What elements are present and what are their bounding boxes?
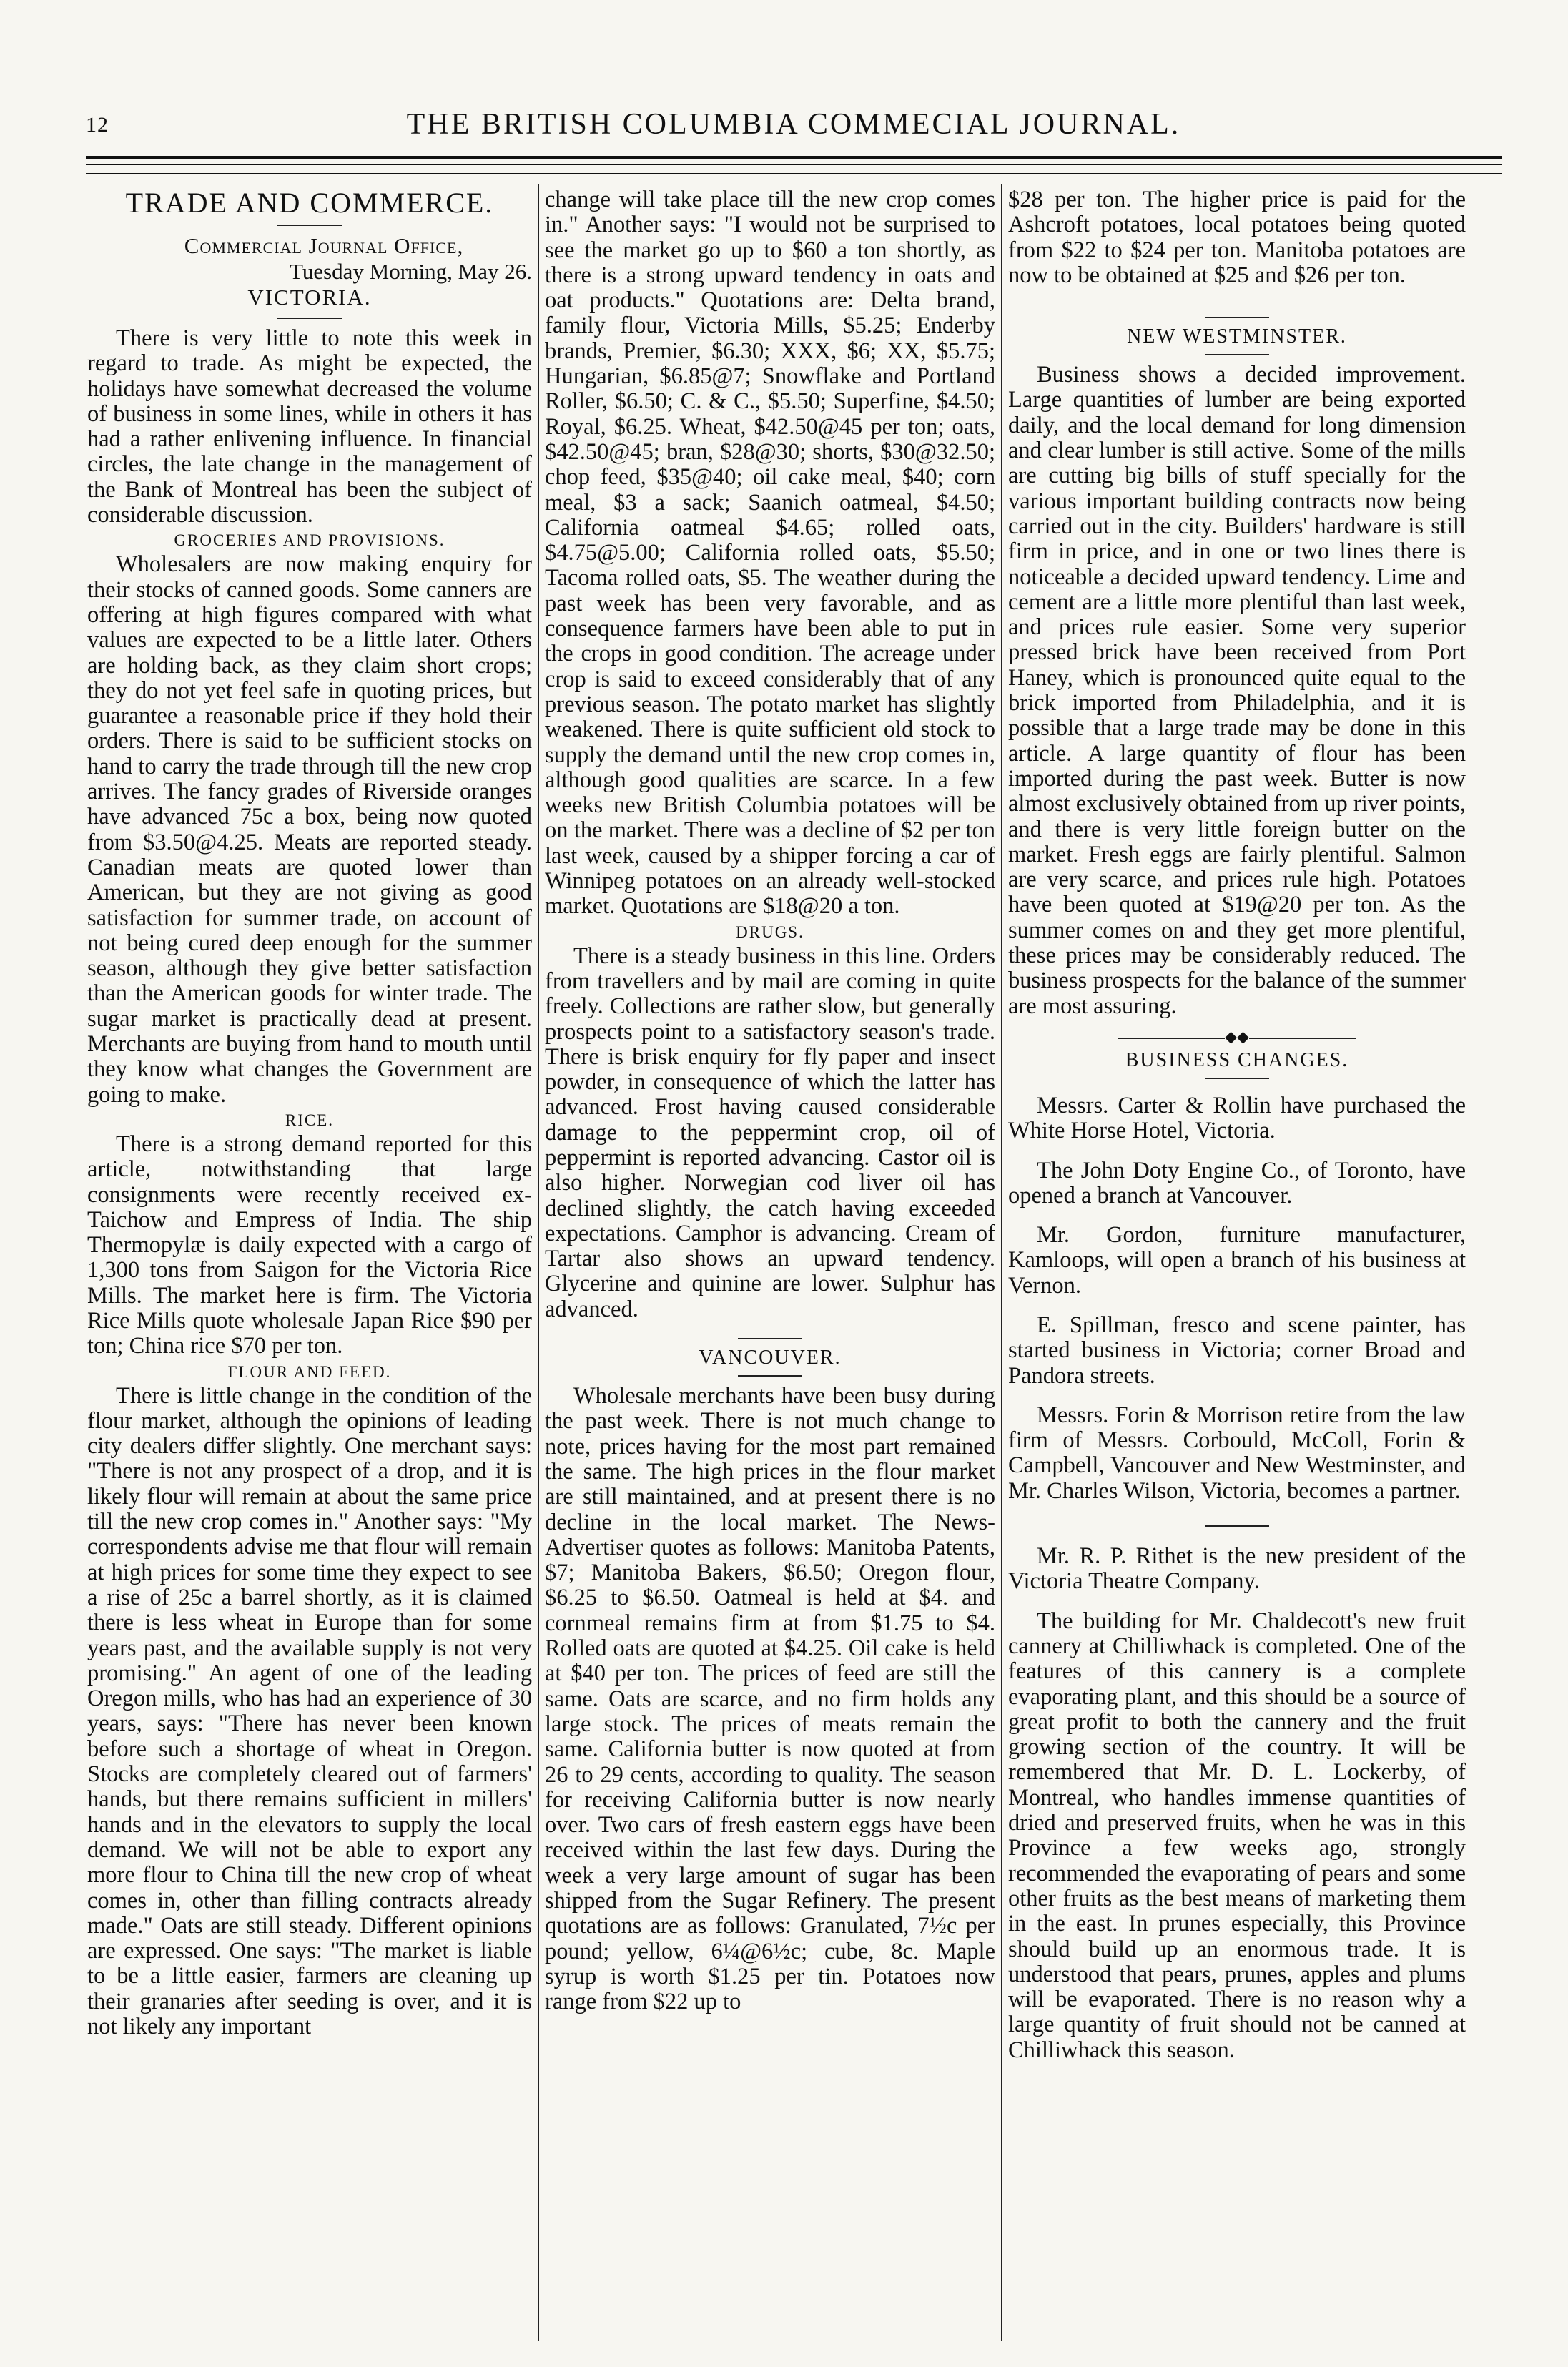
section-rule <box>277 318 342 319</box>
rice-heading: RICE. <box>285 1111 335 1129</box>
rithet-item: Mr. R. P. Rithet is the new president of the Victoria Theatre Company. <box>1008 1543 1466 1595</box>
page-header <box>86 107 1502 157</box>
section-rule <box>738 1375 802 1377</box>
trade-intro-paragraph: There is very little to note this week in regard to trade. As might be expected, the holidays have somewhat decreased the volume of business in some lines, while in others it has had a rather enlivening influence. In financial circles, the late change in the management of the Bank of Montreal has been the subject of considerable discussion. <box>87 325 532 528</box>
vancouver-paragraph: Wholesale merchants have been busy during the past week. There is not much change to note, prices having for the most part remained the same. The high prices in the flour market are still maintained, and at present there is no decline in the local market. The News-Advertiser quotes as follows: Manitoba Patents, $7; Manitoba Bakers, $6.50; Oregon flour, $6.25 to $6.50. Oatmeal is held at $4. and cornmeal remains firm at from $1.75 to $4. Rolled oats are quoted at $4.25. Oil cake is held at $40 per ton. The prices of feed are still the same. Oats are scarce, and no firm holds any large stock. The prices of meats remain the same. California butter is now quoted at from 26 to 29 cents, according to quality. The season for receiving California butter is now nearly over. Two cars of fresh eastern eggs have been received within the last few days. During the week a very large amount of sugar has been shipped from the Sugar Refinery. The present quotations are as follows: Granulated, 7½c per pound; yellow, 6¼@6½c; cube, 8c. Maple syrup is worth $1.25 per tin. Potatoes now range from $22 up to <box>545 1383 995 2015</box>
page-number: 12 <box>86 113 109 137</box>
rice-paragraph: There is a strong demand reported for this article, notwithstanding that large consignments were recently received ex-Taichow and Empress of India. The ship Thermopylæ is daily expected with a cargo of 1,300 tons from Saigon for the Victoria Rice Mills. The market here is firm. The Victoria Rice Mills quote wholesale Japan Rice $90 per ton; China rice $70 per ton. <box>87 1131 532 1359</box>
section-rule <box>1205 354 1269 355</box>
groceries-heading: GROCERIES AND PROVISIONS. <box>174 531 445 550</box>
business-changes-heading: BUSINESS CHANGES. <box>1125 1048 1349 1071</box>
vancouver-heading: VANCOUVER. <box>699 1347 842 1369</box>
drugs-paragraph: There is a steady business in this line. Orders from travellers and by mail are coming in quite freely. Collections are rather slow, but generally prospects point to a satisfactory season's trade. There is brisk enquiry for fly paper and insect powder, in consequence of which the latter has advanced. Frost having caused considerable damage to the peppermint crop, oil of peppermint is reported advancing. Castor oil is also higher. Norwegian cod liver oil has declined slightly, the catch having exceeded expectations. Camphor is advancing. Cream of Tartar also shows an upward tendency. Glycerine and quinine are lower. Sulphur has advanced. <box>545 943 995 1322</box>
header-rule-lower <box>86 173 1502 174</box>
flour-feed-heading: FLOUR AND FEED. <box>227 1362 392 1381</box>
new-westminster-paragraph: Business shows a decided improvement. Large quantities of lumber are being exported daily, and the local demand for long dimension and clear lumber is still active. Some of the mills are cutting big bills of stuff specially for the various important building contracts now being carried out in the city. Builders' hardware is still firm in price, and in one or two lines there is noticeable a decided upward tendency. Lime and cement are a little more plentiful than last week, and prices rule easier. Some very superior pressed brick have been received from Port Haney, which is pronounced quite equal to the brick imported from Philadelphia, and it is possible that a large trade may be done in this article. A large quantity of flour has been imported during the past week. Butter is now almost exclusively obtained from up river points, and there is very little foreign butter on the market. Fresh eggs are fairly plentiful. Salmon are very scarce, and prices rule high. Potatoes have been quoted at $19@20 per ton. As the summer comes on and they get more plentiful, these prices may be considerably reduced. The business prospects for the balance of the summer are most assuring. <box>1008 362 1466 1019</box>
section-rule <box>1205 1525 1269 1527</box>
journal-title: THE BRITISH COLUMBIA COMMECIAL JOURNAL. <box>406 108 1181 141</box>
column-3 <box>1008 187 1466 2340</box>
city-heading-victoria: VICTORIA. <box>247 285 372 310</box>
section-rule <box>1205 1078 1269 1079</box>
business-item: Messrs. Carter & Rollin have purchased the White Horse Hotel, Victoria. <box>1008 1092 1466 1144</box>
trade-commerce-heading: TRADE AND COMMERCE. <box>125 187 494 219</box>
column-2 <box>545 187 995 2340</box>
section-rule <box>1205 317 1269 318</box>
drugs-heading: DRUGS. <box>736 922 804 941</box>
section-rule <box>277 225 342 226</box>
business-item: Messrs. Forin & Morrison retire from the law firm of Messrs. Corbould, McColl, Forin & Campbell, Vancouver and New Westminster, and Mr. Charles Wilson, Victoria, becomes a partner. <box>1008 1402 1466 1504</box>
office-line: Commercial Journal Office, <box>184 233 464 258</box>
business-item: Mr. Gordon, furniture manufacturer, Kamloops, will open a branch of his business at Vernon. <box>1008 1222 1466 1299</box>
column-1 <box>87 187 532 2340</box>
header-rule <box>86 156 1502 165</box>
ornament-divider: ◆◆ <box>1008 1029 1466 1045</box>
flour-feed-continued: change will take place till the new crop comes in." Another says: "I would not be surprised to see the market go up to $60 a ton shortly, as there is a strong upward tendency in oats and oat products." Quotations are: Delta brand, family flour, Victoria Mills, $5.25; Enderby brands, Premier, $6.30; XXX, $6; XX, $5.75; Hungarian, $6.85@7; Snowflake and Portland Roller, $6.50; C. & C., $5.50; Superfine, $4.50; Royal, $6.25. Wheat, $42.50@45 per ton; oats, $42.50@45; bran, $28@30; shorts, $30@32.50; chop feed, $35@40; oil cake meal, $40; corn meal, $3 a sack; Saanich oatmeal, $4.50; California oatmeal $4.65; rolled oats, $4.75@5.00; California rolled oats, $5.50; Tacoma rolled oats, $5. The weather during the past week has been very favorable, and as consequence farmers have been able to put in the crops in good condition. The acreage under crop is said to exceed considerably that of any previous season. The potato market has slightly weakened. There is quite sufficient old stock to supply the demand until the new crop comes in, although good qualities are scarce. In a few weeks new British Columbia potatoes will be on the market. There was a decline of $2 per ton last week, caused by a shipper forcing a car of Winnipeg potatoes on an already well-stocked market. Quotations are $18@20 a ton. <box>545 187 995 920</box>
vancouver-continued: $28 per ton. The higher price is paid for the Ashcroft potatoes, local potatoes being quoted from $22 to $24 per ton. Manitoba potatoes are now to be obtained at $25 and $26 per ton. <box>1008 187 1466 288</box>
date-line: Tuesday Morning, May 26. <box>289 259 532 284</box>
business-item: E. Spillman, fresco and scene painter, has started business in Victoria; corner Broad and Pandora streets. <box>1008 1312 1466 1389</box>
business-item: The John Doty Engine Co., of Toronto, have opened a branch at Vancouver. <box>1008 1157 1466 1209</box>
cannery-paragraph: The building for Mr. Chaldecott's new fruit cannery at Chilliwhack is completed. One of the features of this cannery is a complete evaporating plant, and this should be a source of great profit to both the cannery and the fruit growing section of the country. It will be remembered that Mr. D. L. Lockerby, of Montreal, who handles immense quantities of dried and preserved fruits, when he was in this Province a few weeks ago, strongly recommended the evaporating of pears and some other fruits as the best means of marketing them in the east. In prunes especially, this Province should build up an enormous trade. It is understood that pears, prunes, apples and plums will be evaporated. There is no reason why a large quantity of fruit should not be canned at Chilliwhack this season. <box>1008 1608 1466 2063</box>
column-divider <box>1001 184 1002 2341</box>
column-divider <box>538 184 539 2341</box>
groceries-paragraph: Wholesalers are now making enquiry for their stocks of canned goods. Some canners are offering at high figures compared with what values are expected to be a little later. Others are holding back, as they claim short crops; they do not yet feel safe in quoting prices, but guarantee a reasonable price if they hold their orders. There is said to be sufficient stocks on hand to carry the trade through till the new crop arrives. The fancy grades of Riverside oranges have advanced 75c a box, being now quoted from $3.50@4.25. Meats are reported steady. Canadian meats are quoted lower than American, but they are not giving as good satisfaction for summer trade, on account of not being cured deep enough for the summer season, although they give better satisfaction than the American goods for winter trade. The sugar market is practically dead at present. Merchants are buying from hand to mouth until they know what changes the Government are going to make. <box>87 551 532 1108</box>
flour-feed-paragraph: There is little change in the condition of the flour market, although the opinions of leading city dealers differ slightly. One merchant says: "There is not any prospect of a drop, and it is likely flour will remain at about the same price till the new crop comes in." Another says: "My correspondents advise me that flour will remain at high prices for some time they expect to see a rise of 25c a barrel shortly, as it is claimed there is less wheat in Europe than for some years past, and the available supply is not very promising." An agent of one of the leading Oregon mills, who has had an experience of 30 years, says: "There has never been known before such a shortage of wheat in Oregon. Stocks are completely cleared out of farmers' hands, but there remains sufficient in millers' hands and in the elevators to supply the local demand. We will not be able to export any more flour to China till the new crop of wheat comes in, other than filling contracts already made." Oats are still steady. Different opinions are expressed. One says: "The market is liable to be a little easier, farmers are cleaning up their granaries after seeding is over, and it is not likely any important <box>87 1382 532 2039</box>
new-westminster-heading: NEW WESTMINSTER. <box>1127 325 1347 348</box>
section-rule <box>738 1338 802 1339</box>
